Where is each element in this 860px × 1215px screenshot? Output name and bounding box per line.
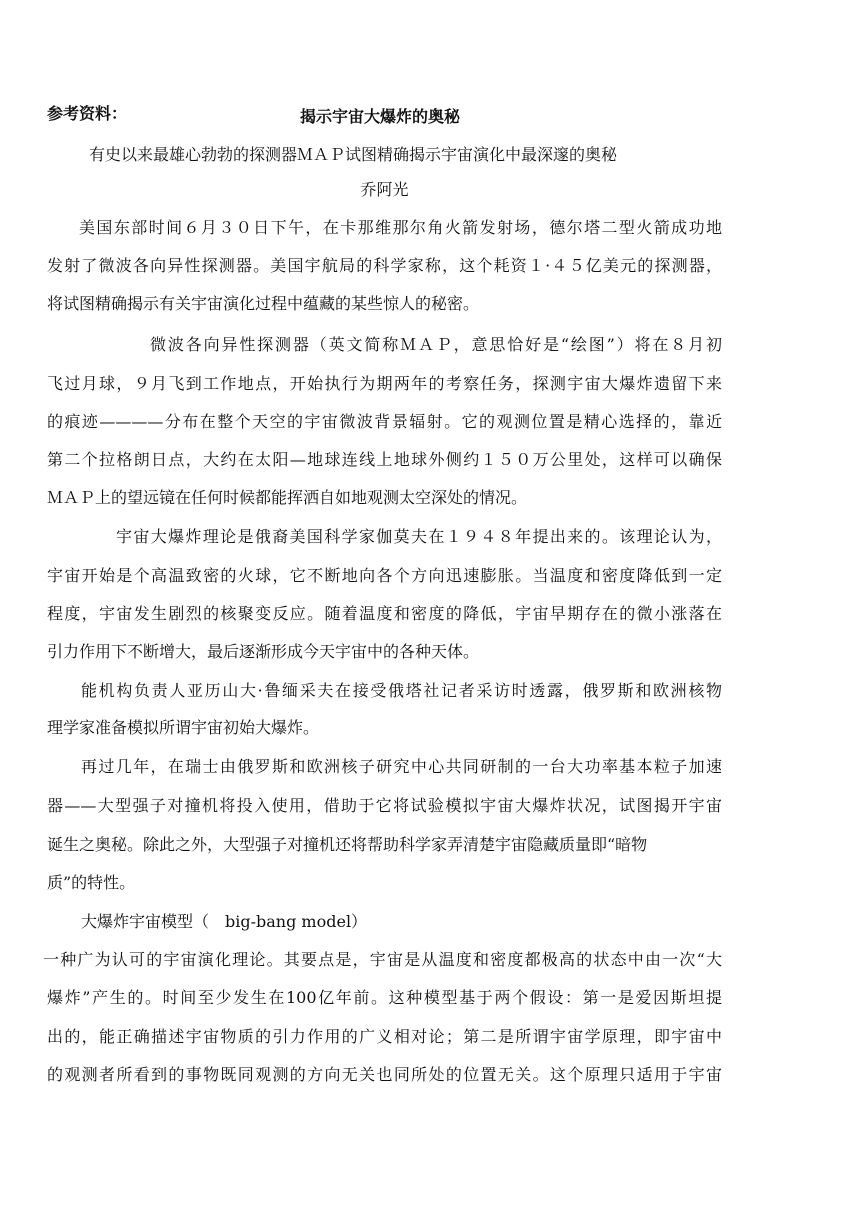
body-line: 能机构负责人亚历山大·鲁缅采夫在接受俄塔社记者采访时透露，俄罗斯和欧洲核物 xyxy=(81,681,722,700)
body-line: 一种广为认可的宇宙演化理论。其要点是，宇宙是从温度和密度都极高的状态中由一次“大 xyxy=(43,950,722,969)
body-line: 宇宙开始是个高温致密的火球，它不断地向各个方向迅速膨胀。当温度和密度降低到一定 xyxy=(47,566,722,585)
body-line: 微波各向异性探测器（英文简称ＭＡＰ，意思恰好是“绘图”）将在８月初 xyxy=(150,335,722,354)
body-line: ＭＡＰ上的望远镜在任何时候都能挥洒自如地观测太空深处的情况。 xyxy=(47,488,528,507)
body-line: 质”的特性。 xyxy=(47,873,136,892)
body-line: 飞过月球，９月飞到工作地点，开始执行为期两年的考察任务，探测宇宙大爆炸遗留下来 xyxy=(47,374,722,393)
author: 乔阿光 xyxy=(360,180,409,199)
body-line: 将试图精确揭示有关宇宙演化过程中蕴藏的某些惊人的秘密。 xyxy=(47,294,480,313)
body-line: 器——大型强子对撞机将投入使用，借助于它将试验模拟宇宙大爆炸状况，试图揭开宇宙 xyxy=(47,796,722,815)
section-heading: 大爆炸宇宙模型（ big-bang model） xyxy=(81,912,368,931)
body-line: 诞生之奥秘。除此之外，大型强子对撞机还将帮助科学家弄清楚宇宙隐藏质量即“暗物 xyxy=(47,835,648,854)
document-page xyxy=(43,0,722,1215)
body-line: 的痕迹————分布在整个天空的宇宙微波背景辐射。它的观测位置是精心选择的，靠近 xyxy=(47,412,722,431)
body-line: 引力作用下不断增大，最后逐渐形成今天宇宙中的各种天体。 xyxy=(47,642,480,661)
document-title: 揭示宇宙大爆炸的奥秘 xyxy=(300,107,461,126)
body-line: 爆炸”产生的。时间至少发生在100亿年前。这种模型基于两个假设：第一是爱因斯坦提 xyxy=(47,988,722,1007)
body-line: 出的，能正确描述宇宙物质的引力作用的广义相对论；第二是所谓宇宙学原理，即宇宙中 xyxy=(47,1027,722,1046)
body-line: 再过几年，在瑞士由俄罗斯和欧洲核子研究中心共同研制的一台大功率基本粒子加速 xyxy=(81,757,722,776)
subtitle: 有史以来最雄心勃勃的探测器ＭＡＰ试图精确揭示宇宙演化中最深邃的奥秘 xyxy=(89,145,618,164)
reference-label: 参考资料： xyxy=(47,104,128,123)
body-line: 宇宙大爆炸理论是俄裔美国科学家伽莫夫在１９４８年提出来的。该理论认为， xyxy=(116,527,722,546)
body-line: 的观测者所看到的事物既同观测的方向无关也同所处的位置无关。这个原理只适用于宇宙 xyxy=(47,1065,722,1084)
body-line: 美国东部时间６月３０日下午，在卡那维那尔角火箭发射场，德尔塔二型火箭成功地 xyxy=(79,218,722,237)
body-line: 发射了微波各向异性探测器。美国宇航局的科学家称，这个耗资１·４５亿美元的探测器， xyxy=(47,256,722,275)
body-line: 程度，宇宙发生剧烈的核聚变反应。随着温度和密度的降低，宇宙早期存在的微小涨落在 xyxy=(47,604,722,623)
body-line: 理学家准备模拟所谓宇宙初始大爆炸。 xyxy=(47,718,320,737)
body-line: 第二个拉格朗日点，大约在太阳—地球连线上地球外侧约１５０万公里处，这样可以确保 xyxy=(47,450,722,469)
